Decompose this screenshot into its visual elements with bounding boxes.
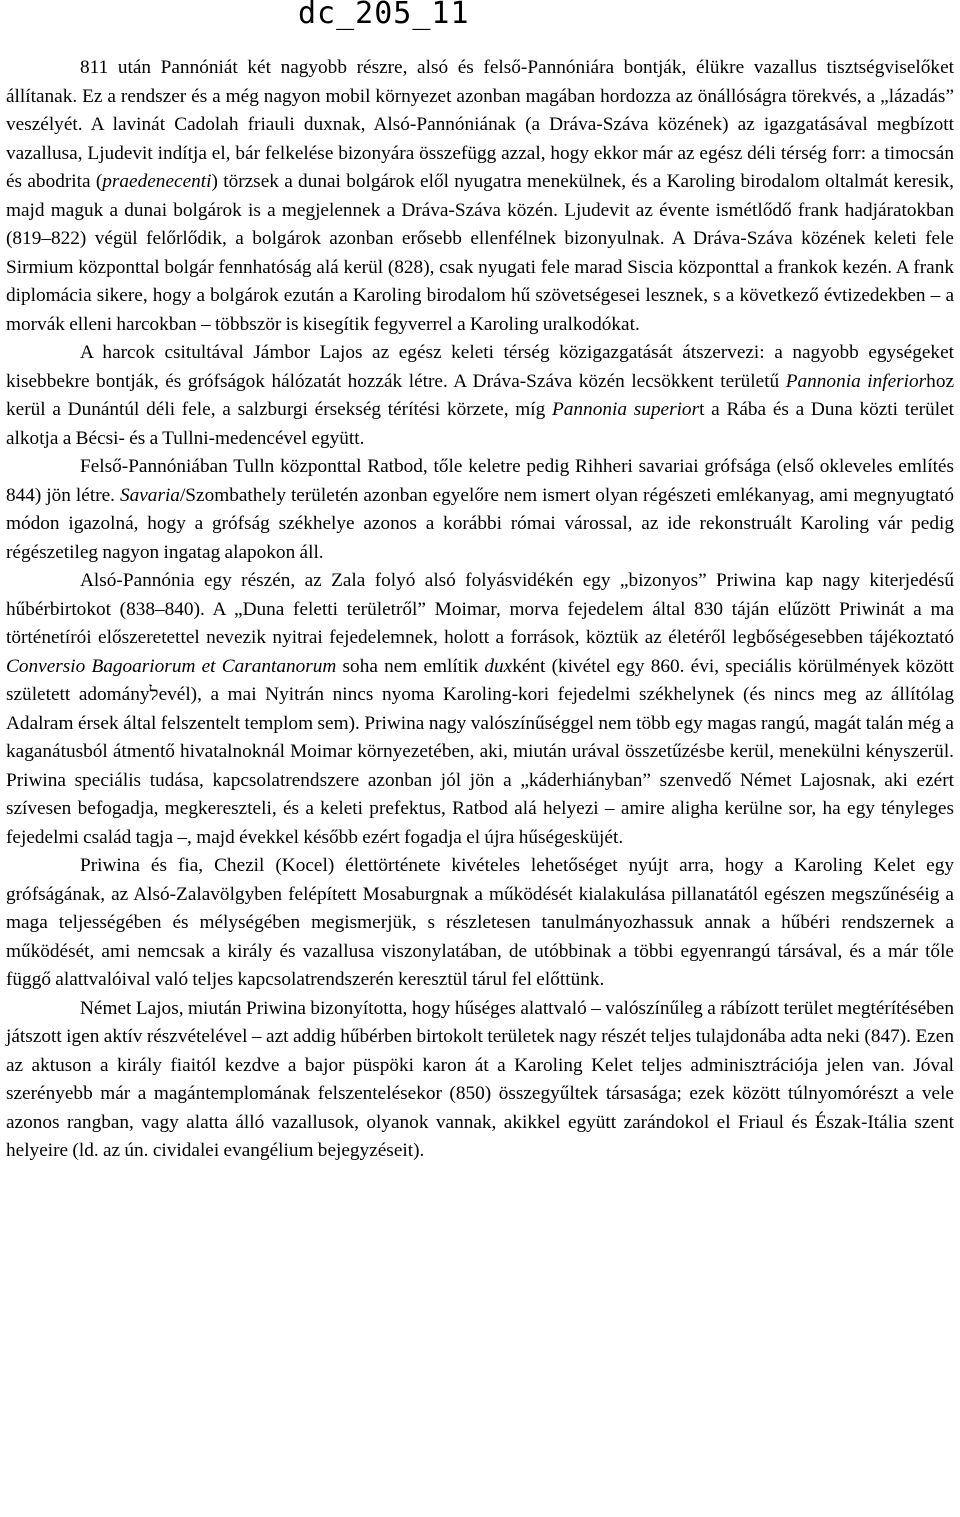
text-run: ) törzsek a dunai bolgárok elől nyugatra menekülnek, és a Karoling birodalom oltalmát keresik, majd maguk a dunai bolgárok is a megjelennek a Dráva-Száva közén. Ljudevit az évente ismétlődő frank hadjáratokban (819–822) végül felőrlődik, a bolgárok azonban erősebb ellenfélnek bizonyulnak. A Dráva-Száva közének keleti fele Sirmium központtal bolgár fennhatóság alá kerül (828), csak nyugati fele marad Siscia központtal a frankok kezén. A frank diplomácia sikere, hogy a bolgárok ezután a Karoling birodalom hű szövetségesei lesznek, s a következő évtizedekben – a morvák elleni harcokban – többször is kisegítik fegyverrel a Karoling uralkodókat. <box>6 171 954 335</box>
text-run: ként (kivétel egy 860. évi, speciális körülmények között született adományלevél), a mai Nyitrán nincs nyoma Karoling-kori fejedelmi székhelynek (és nincs meg az állítólag Adalram érsek által felszentelt templom sem). Priwina nagy valószínűséggel nem több egy magas rangú, magát talán még a kaganátusból átmentő hivatalnoknál Moimar környezetében, aki, miután urával összetűzésbe kerül, menekülni kényszerül. Priwina speciális tudása, kapcsolatrendszere azonban jól jön a „káderhiányban” szenvedő Német Lajosnak, aki ezért szívesen befogadja, megkereszteli, és a keleti prefektus, Ratbod alá helyezi – amire aligha kerülne sor, ha egy tényleges fejedelmi család tagja –, majd évekkel később ezért fogadja el újra hűségesküjét. <box>6 655 955 848</box>
text-run: /Szombathely területén azonban egyelőre nem ismert olyan régészeti emlékanyag, ami megnyugtató módon igazolná, hogy a grófság székhelye azonos a korábbi római várossal, az ide rekonstruált Karoling vár pedig régészetileg nagyon ingatag alapokon áll. <box>6 484 955 563</box>
italic-text: Pannonia inferior <box>785 370 927 392</box>
paragraph <box>6 995 954 1166</box>
italic-text: Conversio Bagoariorum et Carantanorum <box>6 655 337 677</box>
text-run: Alsó-Pannónia egy részén, az Zala folyó alsó folyásvidékén egy „bizonyos” Priwina kap nagy kiterjedésű hűbérbirtokot (838–840). A „Duna feletti területről” Moimar, morva fejedelem által 830 táján elűzött Priwinát a ma történetírói előszeretettel nevezik nyitrai fejedelemnek, holott a források, köztük az életéről legbőségesebben tájékoztató <box>6 570 954 648</box>
text-run: Priwina és fia, Chezil (Kocel) élettörténete kivételes lehetőséget nyújt arra, hogy a Karoling Kelet egy grófságának, az Alsó-Zalavölgyben felépített Mosaburgnak a működését kialakulása pillanatától egészen megszűnéséig a maga teljességében és mélységében megismerjük, s részletesen tanulmányozhassuk annak a hűbéri rendszernek a működését, ami nemcsak a király és vazallusa viszonylatában, de utóbbinak a többi egyenrangú társával, és a már tőle függő alattvalóival való teljes kapcsolatrendszerén keresztül tárul fel előttünk. <box>6 855 954 990</box>
text-run: hoz kerül a Dunántúl déli fele, a salzburgi érsekség térítési körzete, míg <box>6 370 955 420</box>
text-run: soha nem említik <box>336 655 485 677</box>
text-run: A harcok csitultával Jámbor Lajos az egész keleti térség közigazgatását átszervezi: a nagyobb egységeket kisebbekre bontják, és grófságok hálózatát hozzák létre. A Dráva-Száva közén lecsökkent területű <box>6 342 954 392</box>
italic-text: praedenecenti <box>102 171 212 192</box>
paragraph <box>6 453 954 567</box>
paragraph <box>6 567 954 852</box>
text-run: t a Rába és a Duna közti terület alkotja a Bécsi- és a Tullni-medencével együtt. <box>6 399 954 449</box>
text-run: Felső-Pannóniában Tulln központtal Ratbod, tőle keletre pedig Rihheri savariai grófsága (első okleveles említés 844) jön létre. <box>6 456 954 506</box>
document-body <box>6 54 954 1166</box>
text-run: 811 után Pannóniát két nagyobb részre, alsó és felső-Pannóniára bontják, élükre vazallus tisztségviselőket állítanak. Ez a rendszer és a még nagyon mobil környezet azonban magában hordozza az önállóságra törekvés, a „lázadás” veszélyét. A lavinát Cadolah friauli duxnak, Alsó-Pannóniának (a Dráva-Száva közének) az igazgatásával megbízott vazallusa, Ljudevit indítja el, bár felkelése bizonyára összefügg azzal, hogy ekkor már az egész déli térség forr: a timocsán és abodrita ( <box>6 57 954 192</box>
document-code: dc_205_11 <box>298 0 470 31</box>
italic-text: dux <box>484 655 513 677</box>
italic-text: Pannonia superior <box>552 399 700 420</box>
italic-text: Savaria <box>119 484 180 506</box>
text-run: Német Lajos, miután Priwina bizonyította, hogy hűséges alattvaló – valószínűleg a rábízott terület megtérítésében játszott igen aktív részvételével – azt addig hűbérben birtokolt területek nagy részét teljes tulajdonába adta neki (847). Ezen az aktuson a király fiaitól kezdve a bajor püspöki karon át a Karoling Kelet teljes adminisztrációja jelen van. Jóval szerényebb már a magántemplomának felszentelésekor (850) összegyűltek társasága; ezek között túlnyomórészt a vele azonos rangban, vagy alatta álló vazallusok, olyanok vannak, akikkel együtt zarándokol el Friaul és Észak-Itália szent helyeire (ld. az ún. cividalei evangélium bejegyzéseit). <box>6 997 954 1161</box>
paragraph <box>6 852 954 995</box>
paragraph <box>6 54 954 339</box>
paragraph <box>6 339 954 453</box>
